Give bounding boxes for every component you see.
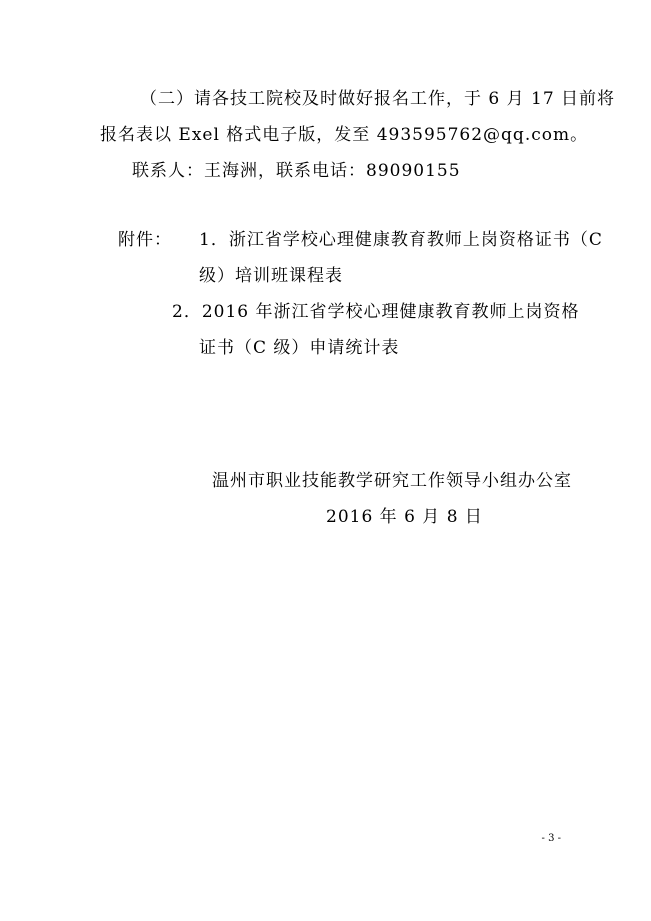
attachments-label: 附件： [118, 230, 172, 250]
attachment-item-1-continued: 级）培训班课程表 [199, 266, 343, 286]
contact-line: 联系人：王海洲，联系电话：89090155 [132, 161, 461, 181]
paragraph-line: 报名表以 Exel 格式电子版，发至 493595762@qq.com。 [100, 125, 589, 145]
signature-organization: 温州市职业技能教学研究工作领导小组办公室 [212, 471, 572, 491]
page-number: - 3 - [541, 833, 561, 844]
attachment-item-2-continued: 证书（C 级）申请统计表 [199, 338, 400, 358]
paragraph-line: （二）请各技工院校及时做好报名工作，于 6 月 17 日前将 [140, 89, 616, 109]
attachment-item-1: 1．浙江省学校心理健康教育教师上岗资格证书（C [199, 230, 603, 250]
attachment-item-2: 2．2016 年浙江省学校心理健康教育教师上岗资格 [172, 302, 580, 322]
signature-date: 2016 年 6 月 8 日 [326, 507, 483, 527]
